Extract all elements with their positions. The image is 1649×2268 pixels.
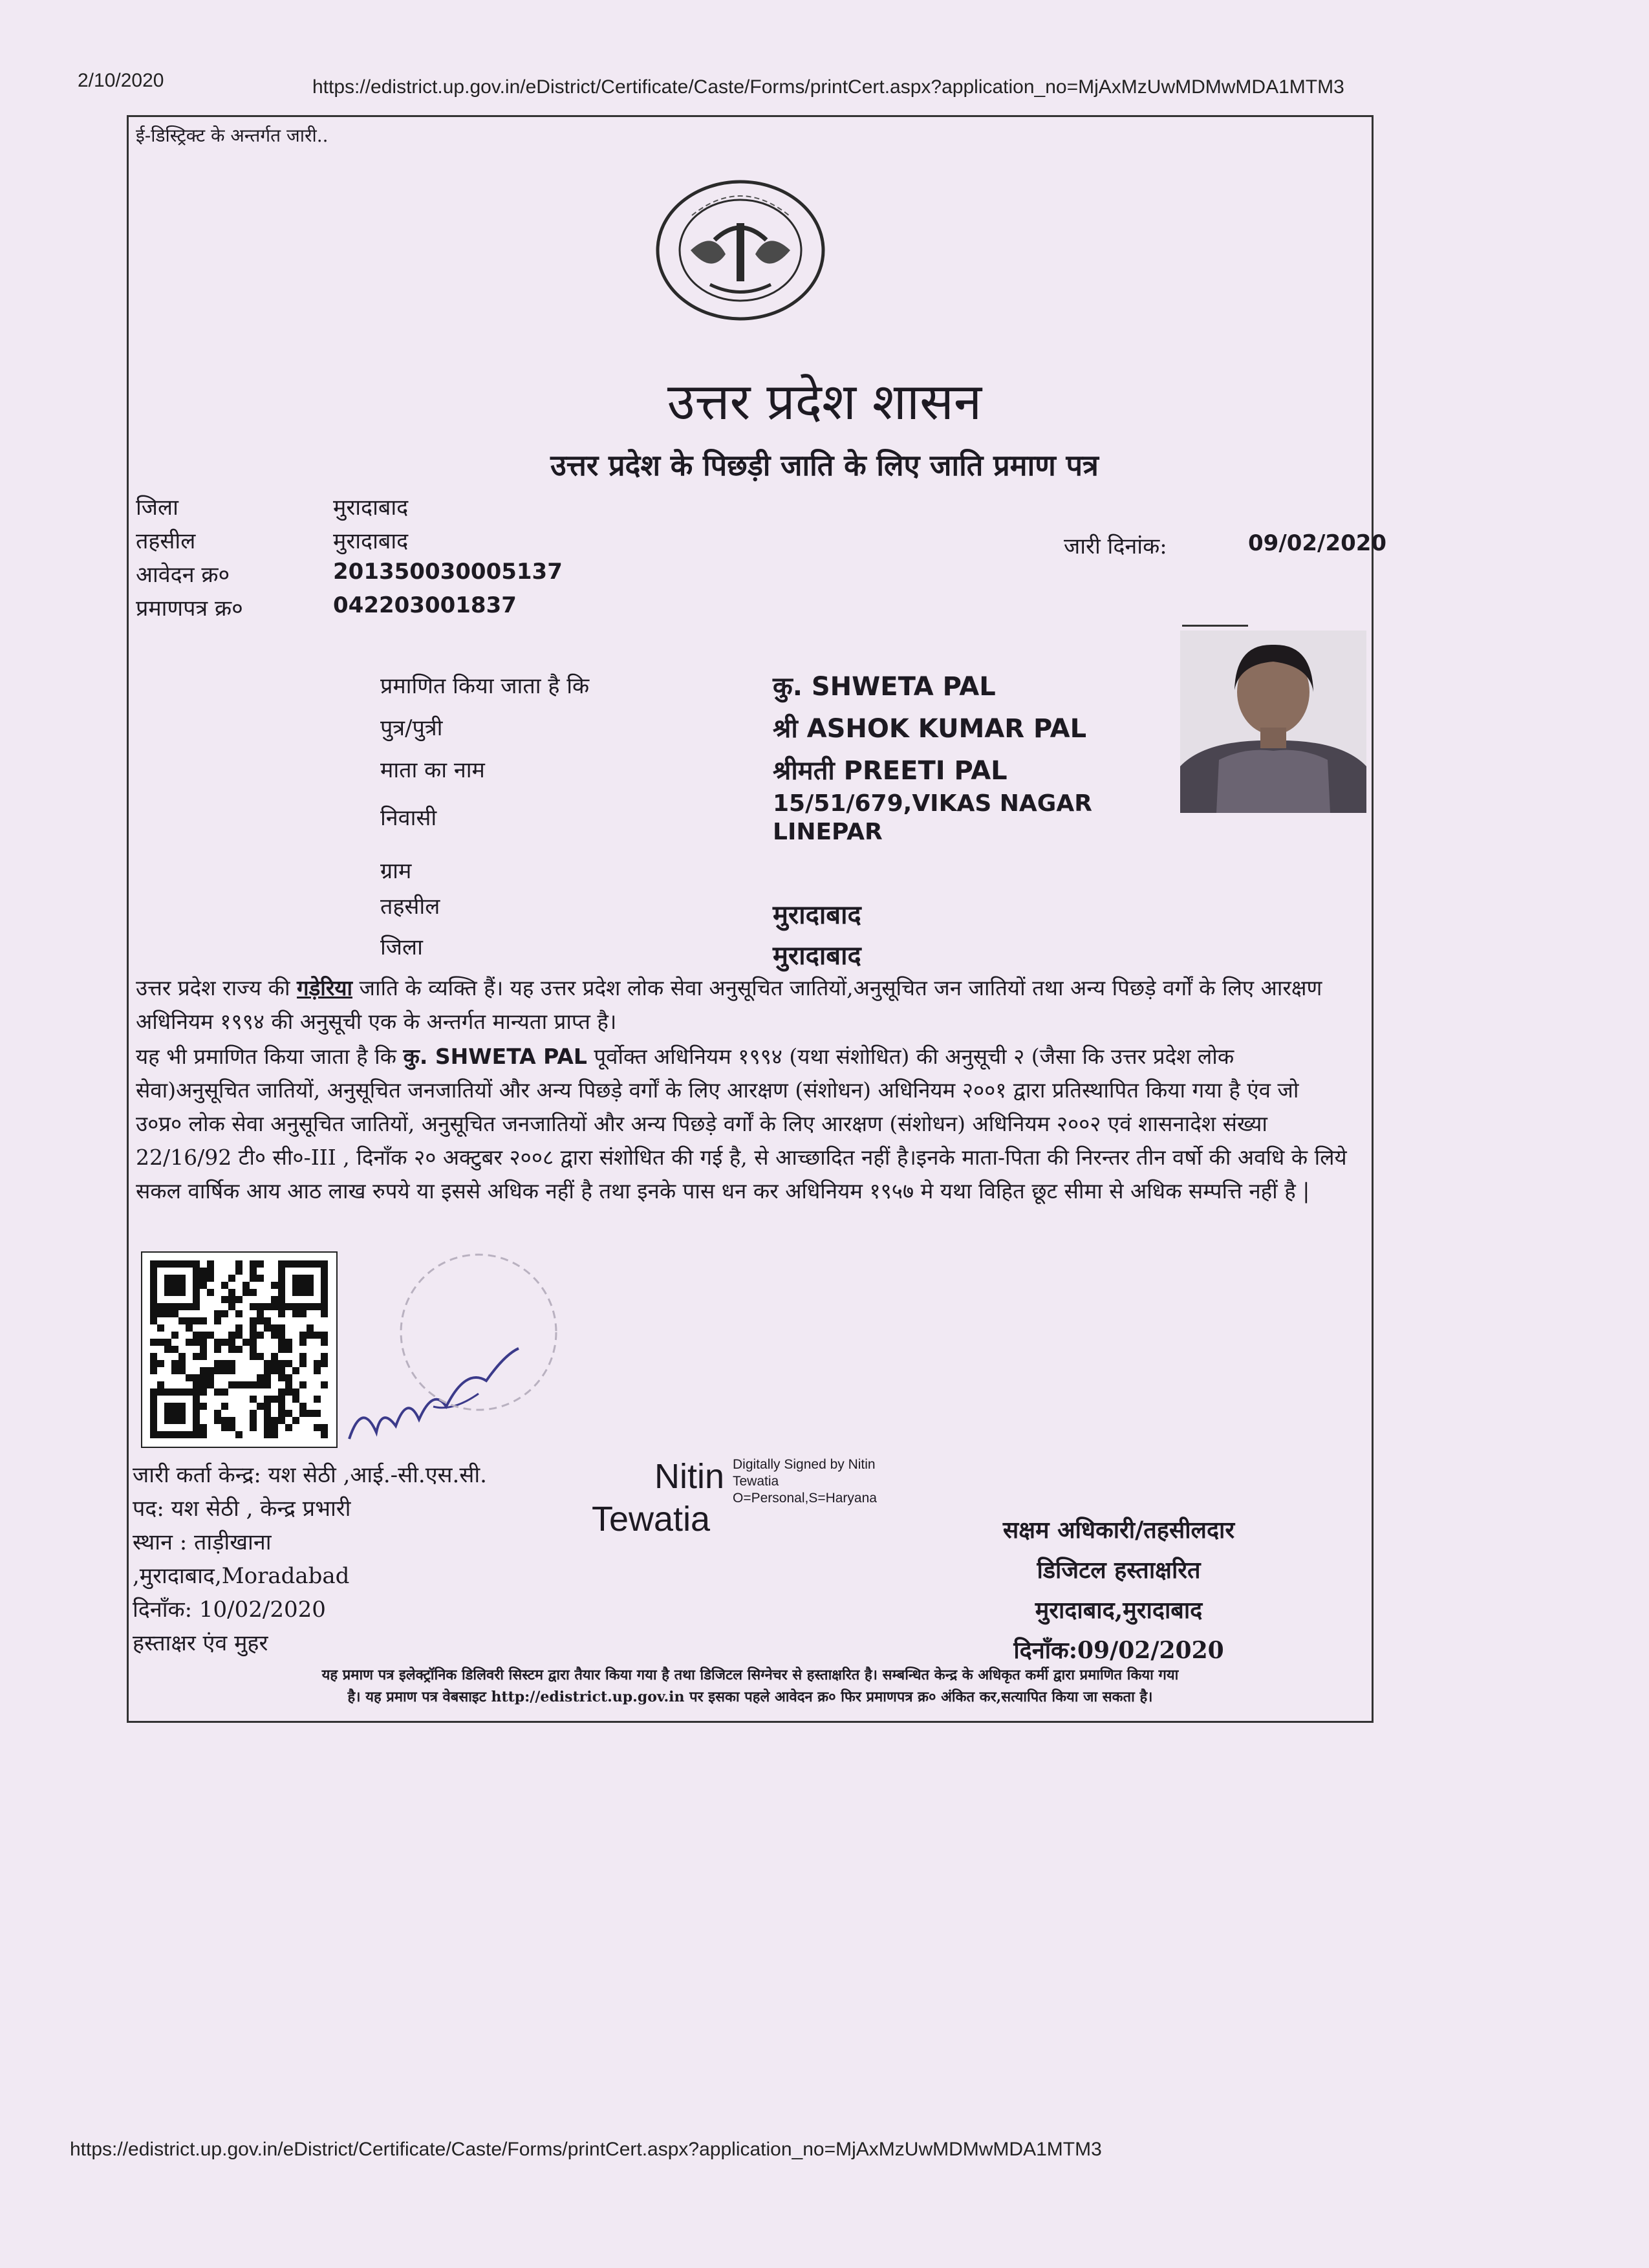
issuer-designation: पद: यश सेठी , केन्द्र प्रभारी — [133, 1496, 351, 1522]
mother-label: माता का नाम — [380, 757, 485, 783]
up-emblem-seal — [653, 178, 828, 323]
applicant-photo — [1180, 631, 1366, 813]
digital-sign-first-name: Nitin — [654, 1457, 725, 1496]
eligibility-paragraph: यह भी प्रमाणित किया जाता है कि कु. SHWETA PAL पूर्वोक्त अधिनियम १९९४ (यथा संशोधित) की अनुसूची २ (जैसा कि उत्तर प्रदेश लोक सेवा)अनुसूचित जातियों, अनुसूचित जनजातियों और अन्य पिछड़े वर्गों के लिए आरक्षण (संशोधन) अधिनियम २००१ द्वारा प्रतिस्थापित किया गया है एंव जो उ०प्र० लोक सेवा अनुसूचित जातियों, अनुसूचित जनजातियों और अन्य पिछड़े वर्गों के लिए आरक्षण (संशोधन) अधिनियम २००२ एवं शासनादेश संख्या 22/16/92 टी० सी०-III , दिनाँक २० अक्टुबर २००८ द्वारा संशोधित की गई है, से आच्छादित नहीं है।इनके माता-पिता की निरन्तर तीन वर्षो की अवधि के लिये सकल वार्षिक आय आठ लाख रुपये या इससे अधिक नहीं है तथा इनके पास धन कर अधिनियम १९५७ मे यथा विहित छूट सीमा से अधिक सम्पत्ति नहीं है | — [136, 1044, 1347, 1204]
district-value: मुरादाबाद — [333, 495, 409, 521]
relation-label: पुत्र/पुत्री — [380, 715, 443, 741]
issuer-place: स्थान : ताड़ीखाना — [133, 1529, 272, 1555]
caste-name: गड़ेरिया — [297, 975, 353, 1000]
tehsil-label: तहसील — [136, 528, 196, 554]
person-district-value: मुरादाबाद — [773, 941, 861, 971]
issue-date-value: 09/02/2020 — [1248, 530, 1387, 556]
authority-location: मुरादाबाद,मुरादाबाद — [1035, 1597, 1203, 1624]
issuer-centre: जारी कर्ता केन्द्र: यश सेठी ,आई.-सी.एस.सी. — [133, 1462, 487, 1488]
mother-name: श्रीमती PREETI PAL — [773, 756, 1008, 786]
authority-designation: सक्षम अधिकारी/तहसीलदार — [1002, 1517, 1235, 1544]
certificate-number: 042203001837 — [333, 592, 517, 618]
photo-rule — [1182, 625, 1248, 627]
application-label: आवेदन क्र० — [136, 562, 230, 588]
address-line-2: LINEPAR — [773, 819, 883, 845]
print-date: 2/10/2020 — [78, 70, 164, 91]
certificate-title: उत्तर प्रदेश के पिछड़ी जाति के लिए जाति प्रमाण पत्र — [550, 448, 1099, 482]
government-heading: उत्तर प्रदेश शासन — [667, 373, 982, 431]
person-tehsil-value: मुरादाबाद — [773, 900, 861, 930]
eligibility-name: कु. SHWETA PAL — [403, 1044, 587, 1069]
print-url-top: https://edistrict.up.gov.in/eDistrict/Certificate/Caste/Forms/printCert.aspx?application_no=MjAxMzUwMDMwMDA1MTM3 — [312, 76, 1344, 98]
tehsil-value: मुरादाबाद — [333, 528, 409, 554]
authority-date: दिनाँक:09/02/2020 — [1013, 1637, 1224, 1664]
resident-label: निवासी — [380, 805, 437, 831]
issuer-date: दिनाँक: 10/02/2020 — [133, 1597, 326, 1623]
digital-sign-note: Digitally Signed by Nitin Tewatia O=Personal,S=Haryana — [733, 1457, 877, 1506]
faint-stamp — [388, 1242, 569, 1423]
person-tehsil-label: तहसील — [380, 894, 440, 920]
caste-paragraph: उत्तर प्रदेश राज्य की गड़ेरिया जाति के व्यक्ति हैं। यह उत्तर प्रदेश लोक सेवा अनुसूचित जातियों,अनुसूचित जन जातियों तथा अन्य पिछड़े वर्गों के लिए आरक्षण अधिनियम १९९४ की अनुसूची एक के अन्तर्गत मान्यता प्राप्त है। — [136, 975, 1322, 1034]
digital-sign-last-name: Tewatia — [592, 1500, 711, 1539]
footer-note: यह प्रमाण पत्र इलेक्ट्रॉनिक डिलिवरी सिस्टम द्वारा तैयार किया गया है तथा डिजिटल सिग्नेचर से हस्ताक्षरित है। सम्बन्धित केन्द्र के अधिकृत कर्मी द्वारा प्रमाणित किया गया है। यह प्रमाण पत्र वेबसाइट http://edistrict.up.gov.in पर इसका पहले आवेदन क्र० फिर प्रमाणपत्र क्र० अंकित कर,सत्यापित किया जा सकता है। — [321, 1667, 1179, 1705]
issuer-city: ,मुरादाबाद,Moradabad — [133, 1563, 350, 1589]
issuer-sign-seal: हस्ताक्षर एंव मुहर — [133, 1630, 268, 1656]
person-district-label: जिला — [380, 934, 423, 960]
application-number: 201350030005137 — [333, 559, 563, 585]
applicant-name: कु. SHWETA PAL — [773, 672, 996, 702]
district-label: जिला — [136, 495, 178, 521]
print-url-bottom: https://edistrict.up.gov.in/eDistrict/Certificate/Caste/Forms/printCert.aspx?application_no=MjAxMzUwMDMwMDA1MTM3 — [70, 2139, 1102, 2160]
authority-digital-signed: डिजिटल हस्ताक्षरित — [1037, 1557, 1201, 1584]
village-label: ग्राम — [380, 858, 412, 884]
certified-label: प्रमाणित किया जाता है कि — [380, 673, 590, 699]
authority-block — [957, 1510, 1280, 1670]
issuer-block — [133, 1458, 487, 1660]
issue-date-label: जारी दिनांक: — [1064, 534, 1167, 559]
address-line-1: 15/51/679,VIKAS NAGAR — [773, 790, 1092, 817]
father-name: श्री ASHOK KUMAR PAL — [773, 714, 1087, 744]
issued-under-note: ई-डिस्ट्रिक्ट के अन्तर्गत जारी.. — [136, 125, 329, 146]
certificate-number-label: प्रमाणपत्र क्र० — [136, 596, 243, 621]
qr-code — [141, 1251, 338, 1448]
